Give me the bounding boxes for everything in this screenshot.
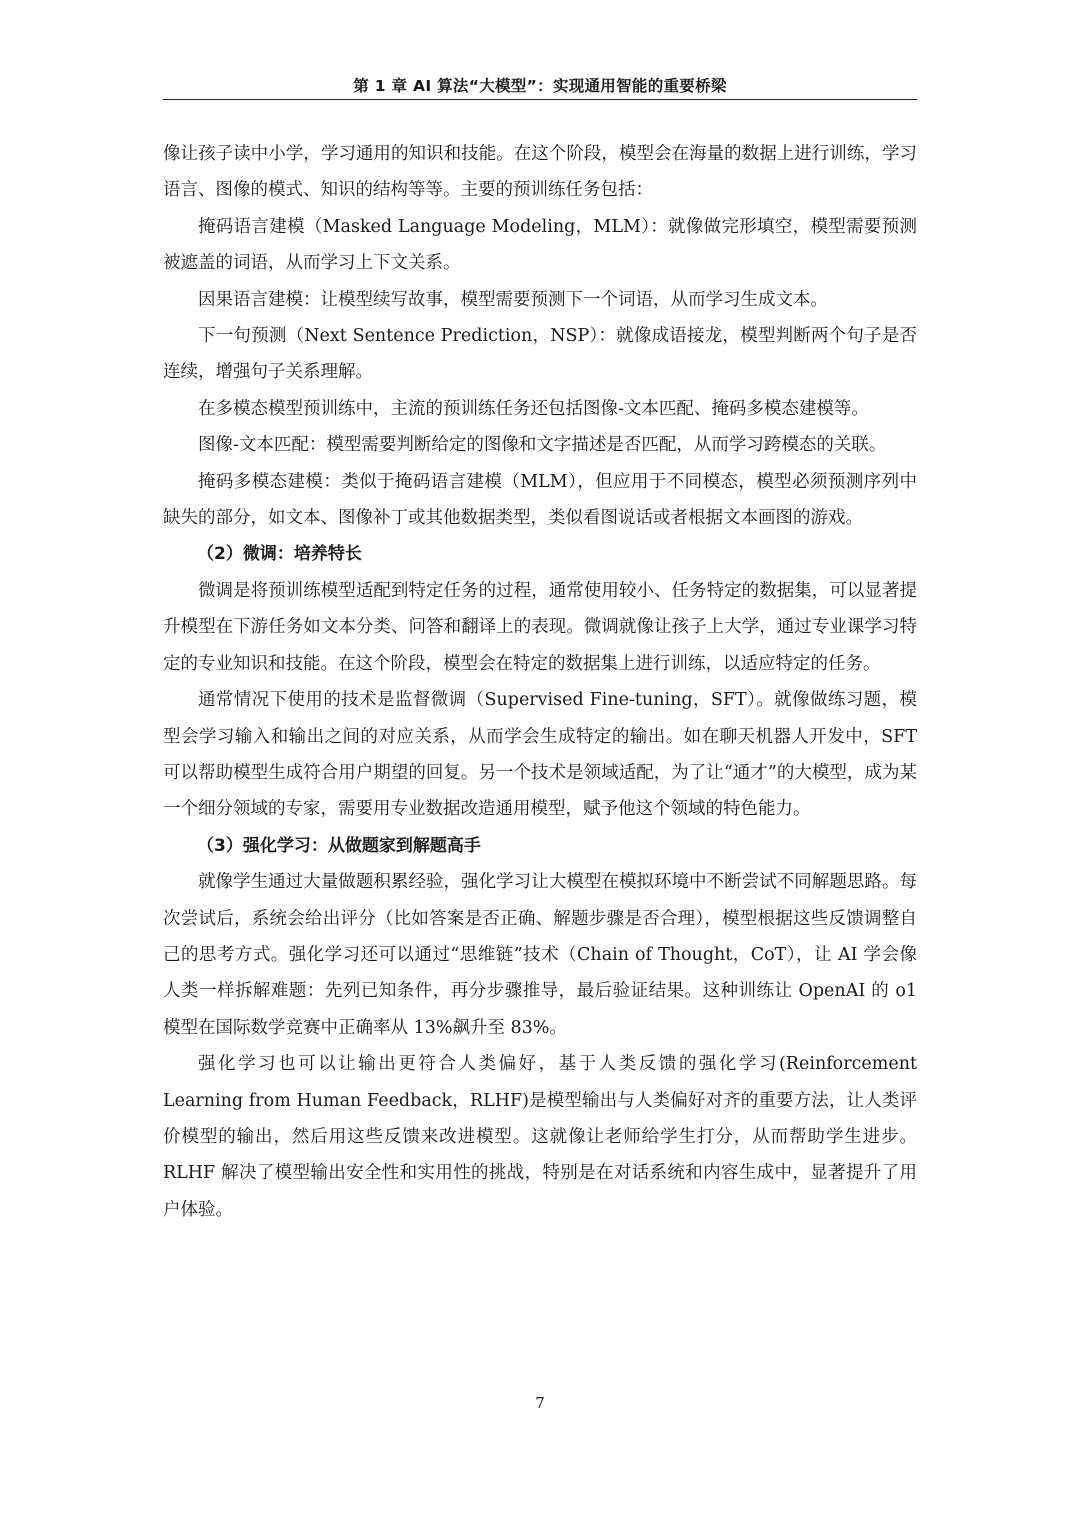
- section-heading-reinforcement-learning: （3）强化学习：从做题家到解题高手: [197, 835, 481, 856]
- paragraph-continuation: 像让孩子读中小学，学习通用的知识和技能。在这个阶段，模型会在海量的数据上进行训练，学习语言、图像的模式、知识的结构等等。主要的预训练任务包括：: [163, 144, 917, 201]
- paragraph-image-text-matching: 图像-文本匹配：模型需要判断给定的图像和文字描述是否匹配，从而学习跨模态的关联。: [198, 435, 887, 456]
- paragraph-sft: 通常情况下使用的技术是监督微调（Supervised Fine-tuning，SFT）。就像做练习题，模型会学习输入和输出之间的对应关系，从而学会生成特定的输出。如在聊天机器人开发中，SFT 可以帮助模型生成符合用户期望的回复。另一个技术是领域适配，为了让“通才”的大模型，成为某一个细分领域的专家，需要用专业数据改造通用模型，赋予他这个领域的特色能力。: [163, 690, 917, 820]
- paragraph-rl-cot: 就像学生通过大量做题积累经验，强化学习让大模型在模拟环境中不断尝试不同解题思路。每次尝试后，系统会给出评分（比如答案是否正确、解题步骤是否合理），模型根据这些反馈调整自己的思考方式。强化学习还可以通过“思维链”技术（Chain of Thought，CoT），让 AI 学会像人类一样拆解难题：先列已知条件，再分步骤推导，最后验证结果。这种训练让 OpenAI 的 o1 模型在国际数学竞赛中正确率从 13%飙升至 83%。: [163, 872, 917, 1038]
- paragraph-rlhf: 强化学习也可以让输出更符合人类偏好，基于人类反馈的强化学习(Reinforcement Learning from Human Feedback，RLHF)是模型输出与人类偏好对齐的重要方法，让人类评价模型的输出，然后用这些反馈来改进模型。这就像让老师给学生打分，从而帮助学生进步。RLHF 解决了模型输出安全性和实用性的挑战，特别是在对话系统和内容生成中，显著提升了用户体验。: [163, 1054, 917, 1220]
- body-text: [163, 136, 917, 1228]
- paragraph-mlm: 掩码语言建模（Masked Language Modeling，MLM）：就像做完形填空，模型需要预测被遮盖的词语，从而学习上下文关系。: [163, 216, 917, 274]
- running-header: 第 1 章 AI 算法“大模型”：实现通用智能的重要桥梁: [353, 77, 727, 95]
- header-rule: [163, 99, 917, 100]
- paragraph-masked-multimodal: 掩码多模态建模：类似于掩码语言建模（MLM），但应用于不同模态，模型必须预测序列中缺失的部分，如文本、图像补丁或其他数据类型，类似看图说话或者根据文本画图的游戏。: [163, 471, 917, 529]
- paragraph-fine-tuning: 微调是将预训练模型适配到特定任务的过程，通常使用较小、任务特定的数据集，可以显著提升模型在下游任务如文本分类、问答和翻译上的表现。微调就像让孩子上大学，通过专业课学习特定的专业知识和技能。在这个阶段，模型会在特定的数据集上进行训练，以适应特定的任务。: [163, 580, 917, 674]
- section-heading-fine-tuning: （2）微调：培养特长: [197, 544, 362, 565]
- paragraph-multimodal-pretraining: 在多模态模型预训练中，主流的预训练任务还包括图像-文本匹配、掩码多模态建模等。: [198, 398, 869, 419]
- page-number: 7: [535, 1394, 545, 1412]
- paragraph-causal-lm: 因果语言建模：让模型续写故事，模型需要预测下一个词语，从而学习生成文本。: [198, 289, 828, 310]
- paragraph-nsp: 下一句预测（Next Sentence Prediction，NSP）：就像成语接龙，模型判断两个句子是否连续，增强句子关系理解。: [163, 326, 917, 383]
